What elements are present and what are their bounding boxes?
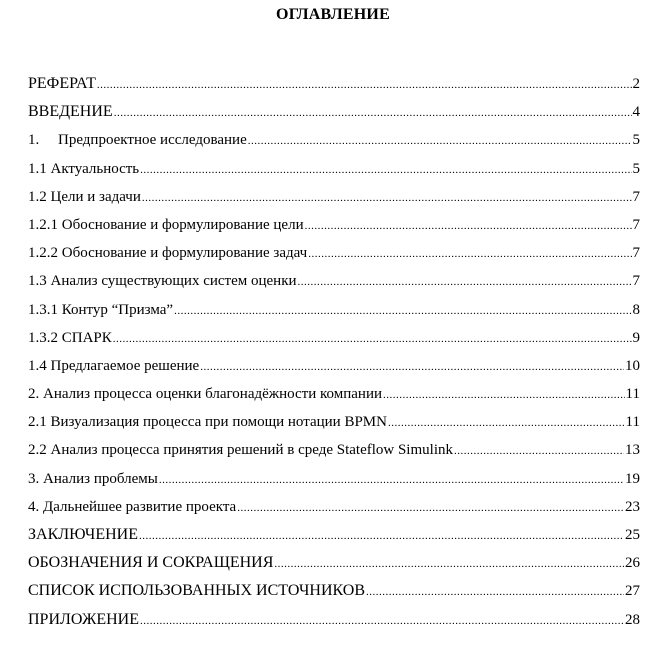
toc-entry[interactable] — [28, 606, 640, 634]
dot-leader — [159, 466, 624, 494]
dot-leader — [140, 607, 624, 635]
toc-entry-page-number: 11 — [625, 414, 640, 431]
dot-leader — [366, 578, 624, 606]
toc-entry[interactable] — [28, 352, 640, 380]
toc-entry-page-number: 19 — [625, 470, 640, 487]
toc-entry-page-number: 4 — [632, 104, 640, 121]
toc-entry-title: ПРИЛОЖЕНИЕ — [28, 610, 140, 628]
dot-leader — [142, 184, 632, 212]
toc-entry-title: РЕФЕРАТ — [28, 75, 96, 92]
toc-entry-page-number: 7 — [632, 216, 640, 233]
toc-entry[interactable] — [28, 380, 640, 408]
toc-entry-title: 1.2 Цели и задачи — [28, 188, 141, 205]
toc-entry[interactable] — [28, 267, 640, 295]
toc-entry-page-number: 27 — [625, 583, 640, 600]
toc-entry-page-number: 5 — [632, 132, 640, 149]
toc-entry-page-number: 2 — [632, 76, 640, 92]
toc-entry-page-number: 13 — [625, 442, 640, 459]
toc-entry-page-number: 7 — [632, 273, 640, 290]
toc-entry[interactable] — [28, 183, 640, 211]
toc-entry-title: Предпроектное исследование — [58, 132, 247, 149]
toc-entry-title: 1.3.1 Контур “Призма” — [28, 301, 174, 318]
toc-entry-title: ВВЕДЕНИЕ — [28, 103, 113, 121]
toc-entry-page-number: 25 — [625, 527, 640, 543]
toc-entry[interactable] — [28, 436, 640, 464]
dot-leader — [97, 71, 632, 99]
toc-entry[interactable] — [28, 70, 640, 98]
toc-entry-page-number: 10 — [625, 357, 640, 374]
toc-entry[interactable] — [28, 296, 640, 324]
toc-entry-number: 1. — [28, 132, 40, 149]
dot-leader — [114, 99, 632, 127]
toc-entry[interactable] — [28, 465, 640, 493]
dot-leader — [274, 550, 624, 578]
toc-entry-title: 2. Анализ процесса оценки благонадёжности компании — [28, 386, 383, 403]
toc-entry-page-number: 26 — [625, 555, 640, 572]
toc-entry[interactable] — [28, 155, 640, 183]
toc-entry-page-number: 8 — [632, 301, 640, 318]
dot-leader — [305, 212, 632, 240]
toc-entry[interactable] — [28, 408, 640, 436]
toc-entry-page-number: 23 — [625, 498, 640, 515]
toc-title: ОГЛАВЛЕНИЕ — [276, 6, 390, 23]
dot-leader — [139, 522, 624, 550]
toc-entry[interactable] — [28, 549, 640, 577]
toc-entry-page-number: 5 — [632, 160, 640, 177]
toc-entry-title: 1.4 Предлагаемое решение — [28, 357, 200, 374]
toc-entry-title: 4. Дальнейшее развитие проекта — [28, 498, 237, 515]
toc-entry[interactable] — [28, 239, 640, 267]
toc-entry-title: 2.2 Анализ процесса принятия решений в среде Stateflow Simulink — [28, 442, 453, 459]
dot-leader — [308, 240, 631, 268]
dot-leader — [388, 409, 625, 437]
toc-entry-title: 1.3 Анализ существующих систем оценки — [28, 273, 297, 290]
toc-entry[interactable] — [28, 493, 640, 521]
toc-entry-page-number: 7 — [632, 188, 640, 205]
toc-entry-page-number: 7 — [632, 245, 640, 262]
toc-entry-title: 2.1 Визуализация процесса при помощи нотации BPMN — [28, 414, 387, 431]
toc-entry[interactable] — [28, 126, 640, 154]
toc-entry-title: 3. Анализ проблемы — [28, 470, 158, 487]
dot-leader — [140, 156, 631, 184]
toc-entry-title: 1.1 Актуальность — [28, 160, 140, 177]
toc-entry-title: ЗАКЛЮЧЕНИЕ — [28, 526, 138, 543]
dot-leader — [298, 268, 632, 296]
toc-entry-title: 1.3.2 СПАРК — [28, 329, 112, 346]
toc-entry-title: ОБОЗНАЧЕНИЯ И СОКРАЩЕНИЯ — [28, 554, 274, 572]
toc-entry-title: 1.2.1 Обоснование и формулирование цели — [28, 216, 304, 233]
dot-leader — [237, 494, 624, 522]
toc-entry[interactable] — [28, 98, 640, 126]
toc-list — [28, 70, 640, 634]
toc-entry[interactable] — [28, 211, 640, 239]
dot-leader — [248, 127, 632, 155]
dot-leader — [383, 381, 625, 409]
dot-leader — [174, 297, 631, 325]
dot-leader — [113, 325, 632, 353]
toc-entry-page-number: 28 — [625, 611, 640, 628]
toc-entry-title: СПИСОК ИСПОЛЬЗОВАННЫХ ИСТОЧНИКОВ — [28, 582, 366, 600]
toc-entry-page-number: 11 — [625, 386, 640, 403]
dot-leader — [454, 437, 624, 465]
toc-entry-page-number: 9 — [632, 329, 640, 346]
toc-entry[interactable] — [28, 324, 640, 352]
toc-entry[interactable] — [28, 577, 640, 605]
toc-entry-title: 1.2.2 Обоснование и формулирование задач — [28, 245, 308, 262]
toc-entry[interactable] — [28, 521, 640, 549]
dot-leader — [200, 353, 624, 381]
